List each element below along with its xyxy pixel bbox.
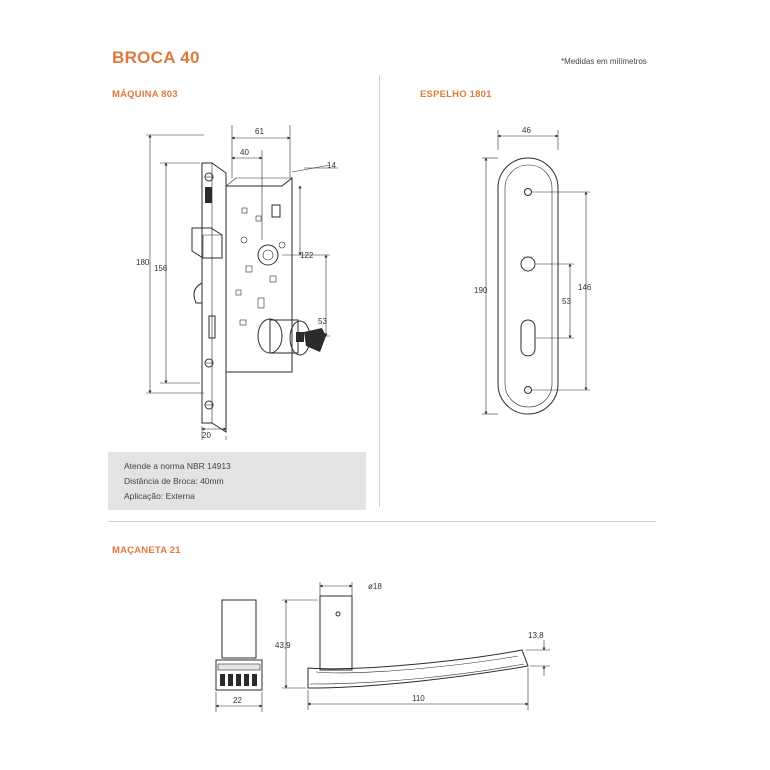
dim-46: 46 — [522, 126, 531, 135]
units-note: *Medidas em milímetros — [561, 57, 647, 66]
dim-20: 20 — [202, 431, 211, 440]
handle-front-view — [216, 600, 262, 690]
section-title-espelho: ESPELHO 1801 — [420, 89, 492, 100]
dim-40: 40 — [240, 148, 249, 157]
dim-13-8: 13,8 — [528, 631, 544, 640]
dim-53-lock: 53 — [318, 317, 327, 326]
escutcheon-drawing — [498, 158, 558, 414]
lock-body-drawing — [192, 163, 326, 432]
dim-156: 156 — [154, 264, 168, 273]
section-title-macaneta: MAÇANETA 21 — [112, 545, 181, 556]
dim-110: 110 — [412, 694, 425, 703]
spec-broca: Distância de Broca: 40mm — [124, 476, 224, 486]
dim-53-escutcheon: 53 — [562, 297, 571, 306]
dim-43-9: 43,9 — [275, 641, 291, 650]
handle-side-dimensions — [282, 582, 550, 710]
dim-22: 22 — [233, 696, 242, 705]
dim-190: 190 — [474, 286, 488, 295]
spec-norma: Atende a norma NBR 14913 — [124, 461, 231, 471]
dim-122: 122 — [300, 251, 314, 260]
section-title-maquina: MÁQUINA 803 — [112, 89, 178, 100]
page-title: BROCA 40 — [112, 48, 200, 67]
dim-180: 180 — [136, 258, 150, 267]
dim-146: 146 — [578, 283, 592, 292]
dim-14: 14 — [327, 161, 336, 170]
dim-61: 61 — [255, 127, 264, 136]
handle-side-view — [308, 596, 528, 688]
lock-dimensions — [146, 125, 338, 440]
spec-aplicacao: Aplicação: Externa — [124, 491, 195, 501]
dim-diameter-18: ø18 — [368, 582, 382, 591]
